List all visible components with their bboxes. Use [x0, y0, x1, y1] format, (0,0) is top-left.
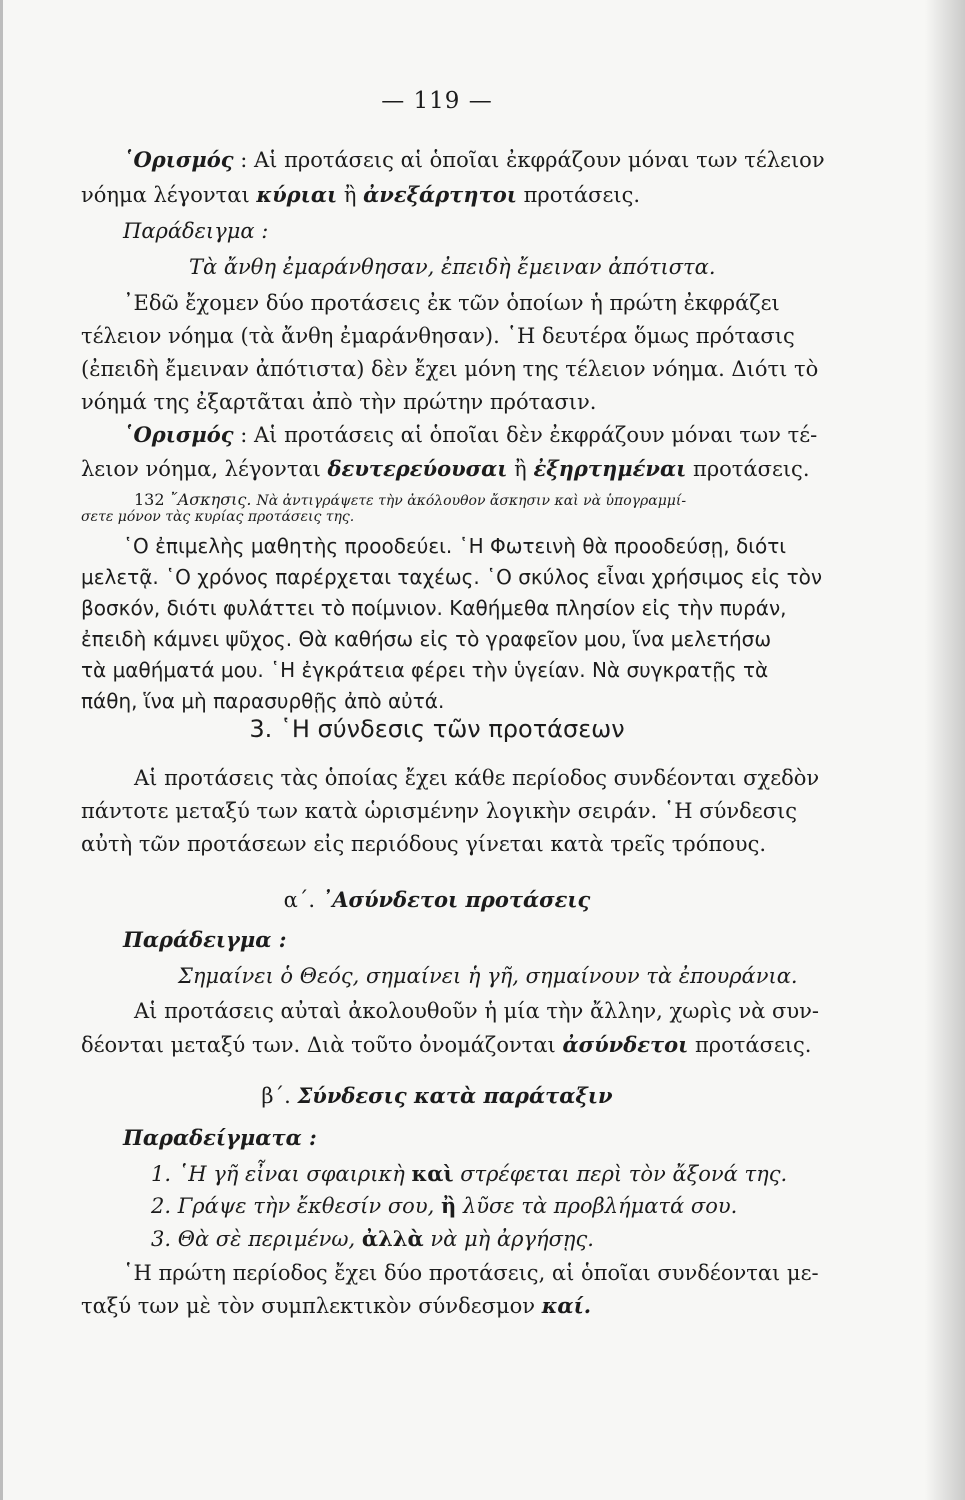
exercise-number: 132: [134, 490, 165, 509]
definition-term: ῾Ορισμός: [123, 422, 234, 447]
section-title: ῾Η σύνδεσις τῶν προτάσεων: [279, 715, 625, 743]
conjunction: ἢ: [440, 1193, 457, 1218]
exercise-line: ῾Ο ἐπιμελὴς μαθητὴς προοδεύει. ῾Η Φωτεινὴ θὰ προοδεύσῃ, διότι: [123, 534, 787, 558]
example-item: 3. Θὰ σὲ περιμένω, ἀλλὰ νὰ μὴ ἀργήσῃς.: [151, 1226, 594, 1251]
conjunction: ἀλλὰ: [361, 1226, 424, 1251]
section-intro-line: αὐτὴ τῶν προτάσεων εἰς περιόδους γίνεται κατὰ τρεῖς τρόπους.: [81, 832, 767, 856]
section-intro-line: Αἱ προτάσεις τὰς ὁποίας ἔχει κάθε περίοδος συνδέονται σχεδὸν: [134, 766, 820, 790]
subsection-a-example-label: Παράδειγμα :: [123, 927, 287, 952]
subsection-b-text-1: ῾Η πρώτη περίοδος ἔχει δύο προτάσεις, αἱ ὁποῖαι συνδέονται με-: [123, 1261, 819, 1285]
subsection-a-text-2: δέονται μεταξύ των. Διὰ τοῦτο ὀνομάζονται ἀσύνδετοι προτάσεις.: [81, 1032, 812, 1057]
section-heading: [3, 712, 871, 746]
example-item: 1. ῾Η γῆ εἶναι σφαιρικὴ καὶ στρέφεται περὶ τὸν ἄξονά της.: [151, 1161, 788, 1186]
subsection-a-text-1: Αἱ προτάσεις αὐταὶ ἀκολουθοῦν ἡ μία τὴν ἄλλην, χωρὶς νὰ συν-: [134, 999, 819, 1023]
page-edge-shadow: [925, 0, 965, 1500]
term-kyriai: κύριαι: [256, 182, 338, 207]
subsection-b-examples-label: Παραδείγματα :: [123, 1125, 317, 1150]
subsection-b-heading: [3, 1082, 871, 1110]
conjunction: καὶ: [411, 1161, 454, 1186]
exercise-instruction-2: σετε μόνον τὰς κυρίας προτάσεις της.: [81, 509, 355, 525]
example-1-sentence: Τὰ ἄνθη ἐμαράνθησαν, ἐπειδὴ ἔμειναν ἀπότιστα.: [189, 255, 716, 279]
definition-1-line-1: ῾Ορισμός : Αἱ προτάσεις αἱ ὁποῖαι ἐκφράζουν μόναι των τέλειον: [123, 147, 825, 172]
section-number: 3.: [249, 715, 273, 743]
term-kai: καί.: [541, 1293, 592, 1318]
definition-term: ῾Ορισμός: [123, 147, 234, 172]
exercise-line: πάθη, ἵνα μὴ παρασυρθῇς ἀπὸ αὐτά.: [81, 689, 445, 713]
exercise-line: βοσκόν, διότι φυλάττει τὸ ποίμνιον. Καθήμεθα πλησίον εἰς τὴν πυράν,: [81, 596, 787, 620]
exercise-line: τὰ μαθήματά μου. ῾Η ἐγκράτεια φέρει τὴν ὑγείαν. Νὰ συγκρατῇς τὰ: [81, 658, 769, 682]
exercise-line: ἐπειδὴ κάμνει ψῦχος. Θὰ καθήσω εἰς τὸ γραφεῖον μου, ἵνα μελετήσω: [81, 627, 772, 651]
definition-1-line-2: νόημα λέγονται κύριαι ἢ ἀνεξάρτητοι προτάσεις.: [81, 182, 641, 207]
subsection-a-example: Σημαίνει ὁ Θεός, σημαίνει ἡ γῆ, σημαίνουν τὰ ἐπουράνια.: [178, 964, 798, 988]
subsection-title: Σύνδεσις κατὰ παράταξιν: [297, 1083, 613, 1108]
section-intro-line: πάντοτε μεταξύ των κατὰ ὡρισμένην λογικὴν σειράν. ῾Η σύνδεσις: [81, 799, 798, 823]
subsection-b-text-2: ταξύ των μὲ τὸν συμπλεκτικὸν σύνδεσμον καί.: [81, 1293, 592, 1318]
explanation-line-1: ᾿Εδῶ ἔχομεν δύο προτάσεις ἐκ τῶν ὁποίων ἡ πρώτη ἐκφράζει: [123, 291, 780, 315]
subsection-marker: α΄.: [283, 888, 316, 912]
subsection-a-heading: [3, 886, 871, 914]
subsection-title: ᾿Ασύνδετοι προτάσεις: [321, 887, 591, 912]
term-anexartitoi: ἀνεξάρτητοι: [363, 182, 517, 207]
exercise-title: ῎Ασκησις.: [169, 490, 252, 509]
term-defterevousai: δευτερεύουσαι: [327, 456, 508, 481]
subsection-marker: β΄.: [261, 1084, 291, 1108]
exercise-line: μελετᾷ. ῾Ο χρόνος παρέρχεται ταχέως. ῾Ο σκύλος εἶναι χρήσιμος εἰς τὸν: [81, 565, 823, 589]
explanation-line-4: νόημά της ἐξαρτᾶται ἀπὸ τὴν πρώτην πρότασιν.: [81, 390, 597, 414]
page-number: — 119 —: [381, 88, 493, 114]
exercise-instruction-1: Νὰ ἀντιγράψετε τὴν ἀκόλουθον ἄσκησιν καὶ νὰ ὑπογραμμί-: [256, 493, 687, 509]
explanation-line-2: τέλειον νόημα (τὰ ἄνθη ἐμαράνθησαν). ῾Η δευτέρα ὅμως πρότασις: [81, 324, 795, 348]
definition-2-line-2: λειον νόημα, λέγονται δευτερεύουσαι ἢ ἐξηρτημέναι προτάσεις.: [81, 456, 810, 481]
example-item: 2. Γράψε τὴν ἔκθεσίν σου, ἢ λῦσε τὰ προβλήματά σου.: [151, 1193, 738, 1218]
term-exirtimenai: ἐξηρτημέναι: [533, 456, 687, 481]
explanation-line-3: (ἐπειδὴ ἔμειναν ἀπότιστα) δὲν ἔχει μόνη της τέλειον νόημα. Διότι τὸ: [81, 357, 819, 381]
example-1-label: Παράδειγμα :: [123, 219, 269, 243]
definition-2-line-1: ῾Ορισμός : Αἱ προτάσεις αἱ ὁποῖαι δὲν ἐκφράζουν μόναι των τέ-: [123, 422, 818, 447]
term-asyndetoi: ἀσύνδετοι: [562, 1032, 689, 1057]
